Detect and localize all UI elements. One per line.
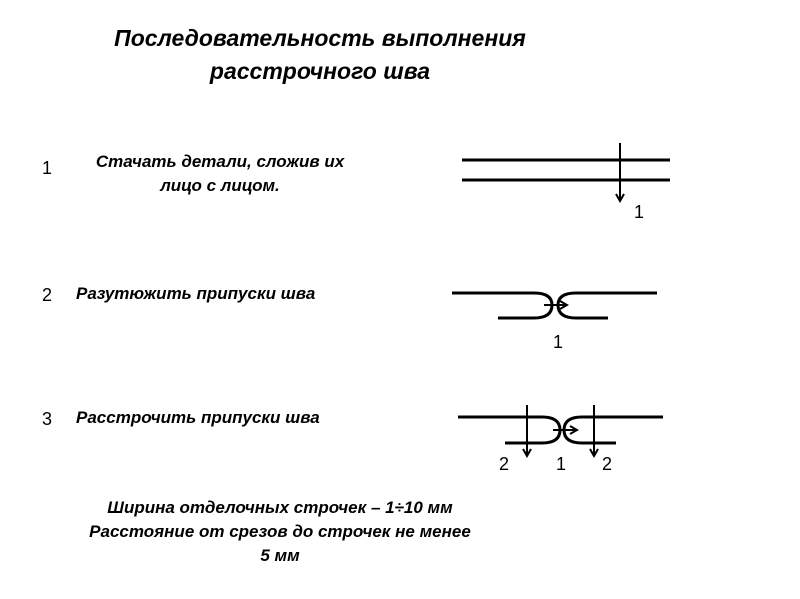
title-line-2: расстрочного шва: [209, 58, 431, 84]
diagram-3-label-right: 2: [602, 454, 613, 474]
diagram-2-press-open: [452, 293, 657, 352]
diagram-3-left-piece: [458, 417, 560, 443]
step-3-number: 3: [42, 409, 53, 429]
step-2-text: Разутюжить припуски шва: [76, 284, 316, 303]
diagram-3-right-piece: [564, 417, 663, 443]
diagram-3-label-left: 2: [499, 454, 510, 474]
diagram-2-label: 1: [553, 332, 564, 352]
footer-notes: [20, 496, 540, 568]
step-1-text-line-1: Стачать детали, сложив их: [95, 152, 345, 171]
footer-line-1: Ширина отделочных строчек – 1÷10 мм: [107, 498, 453, 517]
step-2-number: 2: [42, 285, 53, 305]
step-3-text: Расстрочить припуски шва: [76, 408, 320, 427]
diagram-1-label: 1: [634, 202, 645, 222]
footer-line-3: 5 мм: [260, 546, 300, 565]
step-1-text-line-2: лицо с лицом.: [160, 176, 280, 195]
diagram-2-left-piece: [452, 293, 552, 318]
step-1-number: 1: [42, 158, 53, 178]
diagram-3-topstitch: [458, 405, 663, 474]
diagram-2-right-piece: [558, 293, 657, 318]
diagram-1-stitch: [462, 143, 670, 222]
diagram-3-label-center: 1: [556, 454, 567, 474]
title-line-1: Последовательность выполнения: [114, 25, 526, 51]
footer-line-2: Расстояние от срезов до строчек не менее: [89, 522, 471, 541]
